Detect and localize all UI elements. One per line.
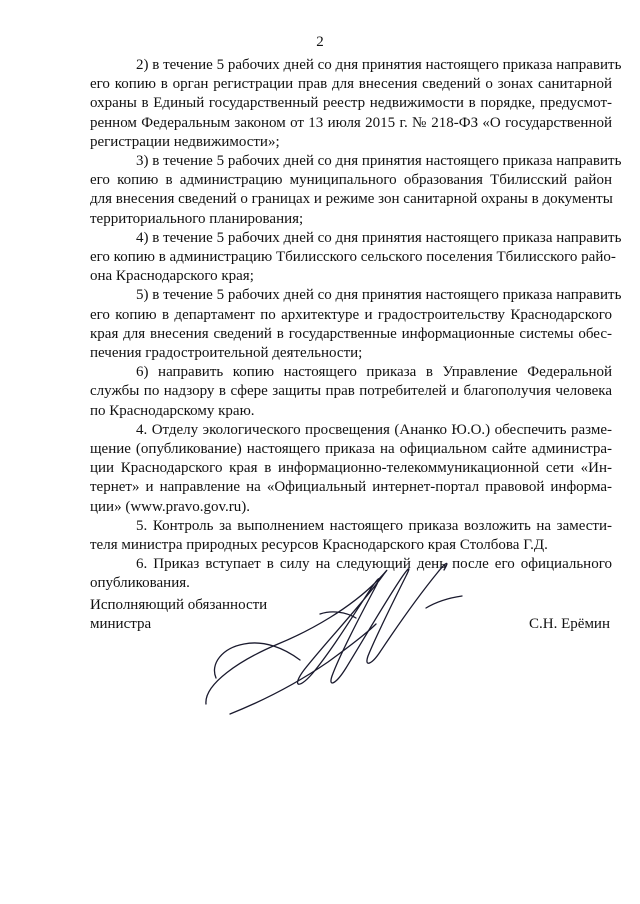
text-line: теля министра природных ресурсов Краснодарского края Столбова Г.Д.	[90, 537, 548, 554]
text-line: 3) в течение 5 рабочих дней со дня принятия настоящего приказа направить	[136, 153, 622, 170]
paragraph-2	[90, 56, 622, 152]
text-line: она Краснодарского края;	[90, 268, 254, 285]
text-line: 2) в течение 5 рабочих дней со дня принятия настоящего приказа направить	[136, 57, 622, 73]
text-line: для внесения сведений о границах и режиме зон санитарной охраны в документы	[90, 191, 613, 208]
signatory-name: С.Н. Ерёмин	[529, 616, 610, 632]
paragraph-5	[90, 286, 622, 363]
text-line: 5) в течение 5 рабочих дней со дня принятия настоящего приказа направить	[136, 287, 622, 304]
signatory-position: Исполняющий обязанности	[90, 597, 268, 613]
text-line: 6. Приказ вступает в силу на следующий день после его официального	[136, 556, 612, 573]
text-line: охраны в Единый государственный реестр недвижимости в порядке, предусмот-	[90, 95, 612, 112]
text-line: 4. Отделу экологического просвещения (Ананко Ю.О.) обеспечить разме-	[136, 421, 612, 438]
text-line: ции Краснодарского края в информационно-телекоммуникационной сети «Ин-	[90, 460, 612, 477]
text-line: ции» (www.pravo.gov.ru).	[90, 498, 251, 515]
handwritten-signature	[200, 552, 470, 722]
paragraph-section-4	[90, 421, 612, 517]
paragraph-3	[90, 152, 622, 229]
page-number: 2	[316, 34, 324, 50]
text-line: тернет» и направление на «Официальный интернет-портал правовой информа-	[90, 479, 612, 496]
text-line: его копию в администрацию Тбилисского сельского поселения Тбилисского райо-	[90, 249, 616, 266]
signatory-position-line2: министра	[90, 616, 152, 632]
text-line: службы по надзору в сфере защиты прав потребителей и благополучия человека	[90, 383, 612, 400]
text-line: его копию в департамент по архитектуре и градостроительству Краснодарского	[90, 306, 612, 323]
text-line: 4) в течение 5 рабочих дней со дня принятия настоящего приказа направить	[136, 229, 622, 246]
text-line: территориального планирования;	[90, 210, 304, 227]
paragraph-6	[90, 363, 612, 421]
text-line: щение (опубликование) настоящего приказа на официальном сайте администра-	[90, 441, 612, 458]
paragraph-section-5	[90, 517, 612, 555]
text-line: регистрации недвижимости»;	[90, 133, 280, 150]
text-line: его копию в орган регистрации прав для внесения сведений о зонах санитарной	[90, 76, 612, 93]
text-line: печения градостроительной деятельности;	[90, 345, 363, 362]
text-line: 6) направить копию настоящего приказа в Управление Федеральной	[136, 364, 612, 381]
text-line: 5. Контроль за выполнением настоящего приказа возложить на замести-	[136, 517, 612, 534]
text-line: ренном Федеральным законом от 13 июля 2015 г. № 218-ФЗ «О государственной	[90, 114, 612, 131]
text-line: его копию в администрацию муниципального образования Тбилисский район	[90, 172, 612, 189]
document-body	[90, 56, 622, 594]
text-line: опубликования.	[90, 575, 190, 592]
text-line: края для внесения сведений в государственные информационные системы обес-	[90, 325, 612, 342]
paragraph-4	[90, 229, 622, 287]
text-line: по Краснодарскому краю.	[90, 402, 255, 419]
